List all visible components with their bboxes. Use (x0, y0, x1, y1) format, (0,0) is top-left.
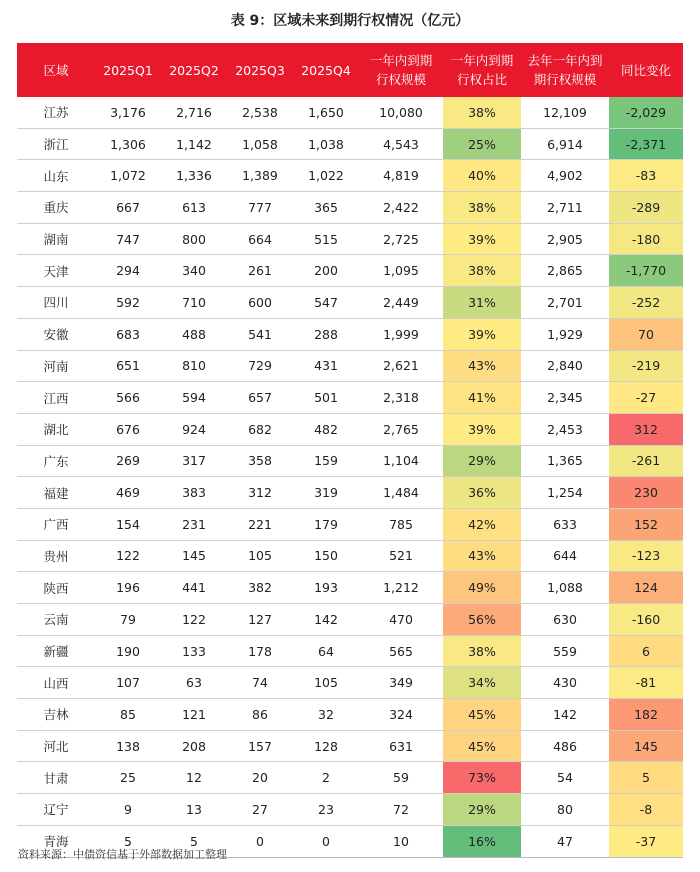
cell-q2: 122 (161, 604, 227, 636)
cell-scale: 1,212 (359, 572, 443, 604)
cell-q4: 431 (293, 350, 359, 382)
cell-change: 312 (609, 413, 683, 445)
cell-region: 贵州 (17, 540, 95, 572)
cell-q3: 74 (227, 667, 293, 699)
cell-q1: 25 (95, 762, 161, 794)
cell-q2: 2,716 (161, 97, 227, 128)
table-row (17, 255, 683, 287)
cell-scale: 72 (359, 794, 443, 826)
cell-scale: 1,104 (359, 445, 443, 477)
cell-q2: 383 (161, 477, 227, 509)
cell-q1: 3,176 (95, 97, 161, 128)
cell-scale: 2,725 (359, 223, 443, 255)
cell-change: -8 (609, 794, 683, 826)
cell-last: 630 (521, 604, 609, 636)
cell-ratio: 39% (443, 318, 521, 350)
cell-q1: 5 (95, 825, 161, 857)
cell-ratio: 73% (443, 762, 521, 794)
cell-q4: 319 (293, 477, 359, 509)
cell-region: 天津 (17, 255, 95, 287)
table-row (17, 382, 683, 414)
cell-q1: 469 (95, 477, 161, 509)
cell-ratio: 25% (443, 128, 521, 160)
cell-ratio: 49% (443, 572, 521, 604)
cell-ratio: 29% (443, 445, 521, 477)
source-note: 资料来源：中债资信基于外部数据加工整理 (18, 848, 227, 861)
cell-scale: 1,484 (359, 477, 443, 509)
cell-last: 4,902 (521, 160, 609, 192)
cell-scale: 470 (359, 604, 443, 636)
header-row (17, 43, 683, 97)
cell-last: 2,701 (521, 287, 609, 319)
table-row (17, 794, 683, 826)
cell-q1: 592 (95, 287, 161, 319)
column-header: 2025Q1 (95, 43, 161, 97)
cell-scale: 10,080 (359, 97, 443, 128)
table-row (17, 413, 683, 445)
cell-q3: 27 (227, 794, 293, 826)
cell-q3: 777 (227, 192, 293, 224)
cell-scale: 631 (359, 730, 443, 762)
cell-q1: 651 (95, 350, 161, 382)
cell-region: 辽宁 (17, 794, 95, 826)
cell-last: 12,109 (521, 97, 609, 128)
cell-q3: 1,058 (227, 128, 293, 160)
cell-q2: 1,142 (161, 128, 227, 160)
cell-scale: 10 (359, 825, 443, 857)
cell-q1: 1,072 (95, 160, 161, 192)
column-header: 2025Q2 (161, 43, 227, 97)
cell-q1: 122 (95, 540, 161, 572)
cell-scale: 2,422 (359, 192, 443, 224)
cell-change: -81 (609, 667, 683, 699)
cell-last: 2,345 (521, 382, 609, 414)
cell-q4: 482 (293, 413, 359, 445)
table-row (17, 192, 683, 224)
cell-q2: 594 (161, 382, 227, 414)
cell-q4: 32 (293, 699, 359, 731)
cell-change: -27 (609, 382, 683, 414)
cell-last: 2,905 (521, 223, 609, 255)
cell-q4: 159 (293, 445, 359, 477)
cell-change: -261 (609, 445, 683, 477)
maturity-table (17, 43, 683, 858)
column-header: 一年内到期 行权占比 (443, 43, 521, 97)
cell-q4: 0 (293, 825, 359, 857)
cell-q1: 79 (95, 604, 161, 636)
table-row (17, 762, 683, 794)
cell-last: 486 (521, 730, 609, 762)
cell-scale: 59 (359, 762, 443, 794)
cell-scale: 785 (359, 508, 443, 540)
cell-q4: 64 (293, 635, 359, 667)
cell-q4: 501 (293, 382, 359, 414)
cell-ratio: 39% (443, 413, 521, 445)
cell-q2: 133 (161, 635, 227, 667)
cell-q2: 12 (161, 762, 227, 794)
table-row (17, 223, 683, 255)
cell-q3: 541 (227, 318, 293, 350)
cell-last: 430 (521, 667, 609, 699)
cell-q3: 600 (227, 287, 293, 319)
cell-q1: 9 (95, 794, 161, 826)
cell-region: 山东 (17, 160, 95, 192)
cell-ratio: 38% (443, 192, 521, 224)
cell-change: -1,770 (609, 255, 683, 287)
cell-last: 47 (521, 825, 609, 857)
cell-q1: 269 (95, 445, 161, 477)
cell-q4: 515 (293, 223, 359, 255)
cell-q3: 221 (227, 508, 293, 540)
cell-q2: 924 (161, 413, 227, 445)
cell-q3: 86 (227, 699, 293, 731)
cell-change: -180 (609, 223, 683, 255)
cell-q3: 178 (227, 635, 293, 667)
cell-q4: 1,650 (293, 97, 359, 128)
cell-ratio: 43% (443, 540, 521, 572)
cell-q2: 1,336 (161, 160, 227, 192)
cell-region: 广西 (17, 508, 95, 540)
cell-q2: 340 (161, 255, 227, 287)
table-row (17, 699, 683, 731)
table-row (17, 667, 683, 699)
cell-last: 644 (521, 540, 609, 572)
cell-q2: 800 (161, 223, 227, 255)
cell-q3: 382 (227, 572, 293, 604)
cell-q1: 107 (95, 667, 161, 699)
table-row (17, 287, 683, 319)
cell-q4: 142 (293, 604, 359, 636)
cell-q3: 664 (227, 223, 293, 255)
cell-q1: 154 (95, 508, 161, 540)
cell-region: 云南 (17, 604, 95, 636)
cell-q1: 85 (95, 699, 161, 731)
table-row (17, 350, 683, 382)
table-body (17, 97, 683, 857)
cell-change: -83 (609, 160, 683, 192)
cell-q1: 138 (95, 730, 161, 762)
cell-q2: 488 (161, 318, 227, 350)
cell-q4: 193 (293, 572, 359, 604)
cell-scale: 324 (359, 699, 443, 731)
cell-q2: 231 (161, 508, 227, 540)
cell-q2: 317 (161, 445, 227, 477)
column-header: 2025Q3 (227, 43, 293, 97)
cell-q2: 145 (161, 540, 227, 572)
cell-ratio: 39% (443, 223, 521, 255)
cell-region: 广东 (17, 445, 95, 477)
cell-region: 吉林 (17, 699, 95, 731)
cell-last: 54 (521, 762, 609, 794)
cell-region: 陕西 (17, 572, 95, 604)
cell-scale: 2,621 (359, 350, 443, 382)
cell-change: -2,029 (609, 97, 683, 128)
cell-change: -252 (609, 287, 683, 319)
cell-q4: 128 (293, 730, 359, 762)
table-row (17, 635, 683, 667)
cell-scale: 4,543 (359, 128, 443, 160)
cell-change: -123 (609, 540, 683, 572)
cell-ratio: 56% (443, 604, 521, 636)
cell-q4: 2 (293, 762, 359, 794)
cell-change: 230 (609, 477, 683, 509)
cell-scale: 521 (359, 540, 443, 572)
cell-scale: 2,765 (359, 413, 443, 445)
cell-region: 安徽 (17, 318, 95, 350)
cell-last: 1,088 (521, 572, 609, 604)
cell-q4: 1,022 (293, 160, 359, 192)
cell-region: 浙江 (17, 128, 95, 160)
cell-scale: 4,819 (359, 160, 443, 192)
cell-ratio: 34% (443, 667, 521, 699)
table-row (17, 445, 683, 477)
cell-q4: 1,038 (293, 128, 359, 160)
cell-ratio: 40% (443, 160, 521, 192)
table-row (17, 730, 683, 762)
cell-ratio: 38% (443, 255, 521, 287)
cell-region: 河北 (17, 730, 95, 762)
cell-q3: 0 (227, 825, 293, 857)
cell-last: 2,711 (521, 192, 609, 224)
cell-q3: 261 (227, 255, 293, 287)
cell-region: 湖北 (17, 413, 95, 445)
cell-region: 福建 (17, 477, 95, 509)
cell-ratio: 42% (443, 508, 521, 540)
cell-q3: 2,538 (227, 97, 293, 128)
cell-ratio: 38% (443, 635, 521, 667)
cell-change: 5 (609, 762, 683, 794)
cell-region: 江西 (17, 382, 95, 414)
cell-ratio: 31% (443, 287, 521, 319)
cell-q3: 157 (227, 730, 293, 762)
cell-ratio: 45% (443, 699, 521, 731)
cell-q3: 105 (227, 540, 293, 572)
table-row (17, 572, 683, 604)
table-row (17, 477, 683, 509)
cell-q3: 358 (227, 445, 293, 477)
cell-scale: 2,318 (359, 382, 443, 414)
cell-change: -37 (609, 825, 683, 857)
cell-region: 新疆 (17, 635, 95, 667)
cell-ratio: 45% (443, 730, 521, 762)
cell-q4: 200 (293, 255, 359, 287)
cell-region: 重庆 (17, 192, 95, 224)
cell-change: -2,371 (609, 128, 683, 160)
cell-last: 80 (521, 794, 609, 826)
cell-q1: 190 (95, 635, 161, 667)
cell-q3: 729 (227, 350, 293, 382)
table-row (17, 508, 683, 540)
cell-q4: 179 (293, 508, 359, 540)
cell-q1: 667 (95, 192, 161, 224)
cell-q4: 288 (293, 318, 359, 350)
cell-q2: 121 (161, 699, 227, 731)
table-row (17, 318, 683, 350)
cell-change: -219 (609, 350, 683, 382)
cell-scale: 1,999 (359, 318, 443, 350)
column-header: 一年内到期 行权规模 (359, 43, 443, 97)
cell-q2: 613 (161, 192, 227, 224)
cell-change: 124 (609, 572, 683, 604)
cell-scale: 2,449 (359, 287, 443, 319)
cell-q3: 657 (227, 382, 293, 414)
cell-q2: 208 (161, 730, 227, 762)
cell-q2: 441 (161, 572, 227, 604)
cell-last: 2,865 (521, 255, 609, 287)
cell-q4: 23 (293, 794, 359, 826)
column-header: 区域 (17, 43, 95, 97)
table-title: 表 9：区域未来到期行权情况（亿元） (230, 13, 470, 29)
cell-change: -160 (609, 604, 683, 636)
cell-last: 1,254 (521, 477, 609, 509)
column-header: 2025Q4 (293, 43, 359, 97)
cell-q4: 150 (293, 540, 359, 572)
cell-last: 6,914 (521, 128, 609, 160)
cell-scale: 565 (359, 635, 443, 667)
cell-region: 山西 (17, 667, 95, 699)
cell-scale: 349 (359, 667, 443, 699)
cell-q3: 312 (227, 477, 293, 509)
cell-q1: 683 (95, 318, 161, 350)
cell-q1: 196 (95, 572, 161, 604)
cell-q3: 682 (227, 413, 293, 445)
cell-change: 152 (609, 508, 683, 540)
table-row (17, 160, 683, 192)
cell-q3: 20 (227, 762, 293, 794)
cell-change: 70 (609, 318, 683, 350)
cell-region: 四川 (17, 287, 95, 319)
cell-region: 河南 (17, 350, 95, 382)
cell-ratio: 36% (443, 477, 521, 509)
cell-region: 甘肃 (17, 762, 95, 794)
cell-change: 145 (609, 730, 683, 762)
cell-last: 2,840 (521, 350, 609, 382)
cell-q1: 676 (95, 413, 161, 445)
cell-q2: 5 (161, 825, 227, 857)
cell-ratio: 38% (443, 97, 521, 128)
cell-ratio: 16% (443, 825, 521, 857)
cell-q4: 547 (293, 287, 359, 319)
cell-region: 江苏 (17, 97, 95, 128)
column-header: 去年一年内到 期行权规模 (521, 43, 609, 97)
cell-ratio: 41% (443, 382, 521, 414)
cell-last: 1,929 (521, 318, 609, 350)
cell-q4: 365 (293, 192, 359, 224)
cell-q3: 1,389 (227, 160, 293, 192)
table-row (17, 128, 683, 160)
cell-last: 1,365 (521, 445, 609, 477)
cell-last: 633 (521, 508, 609, 540)
cell-q2: 63 (161, 667, 227, 699)
cell-q3: 127 (227, 604, 293, 636)
cell-change: 6 (609, 635, 683, 667)
cell-ratio: 43% (443, 350, 521, 382)
cell-region: 青海 (17, 825, 95, 857)
cell-q1: 747 (95, 223, 161, 255)
cell-last: 2,453 (521, 413, 609, 445)
cell-last: 142 (521, 699, 609, 731)
cell-ratio: 29% (443, 794, 521, 826)
cell-q1: 294 (95, 255, 161, 287)
cell-q1: 566 (95, 382, 161, 414)
cell-scale: 1,095 (359, 255, 443, 287)
cell-q2: 810 (161, 350, 227, 382)
cell-change: -289 (609, 192, 683, 224)
cell-q2: 13 (161, 794, 227, 826)
table-row (17, 540, 683, 572)
cell-q1: 1,306 (95, 128, 161, 160)
cell-q2: 710 (161, 287, 227, 319)
cell-change: 182 (609, 699, 683, 731)
table-row (17, 97, 683, 128)
cell-q4: 105 (293, 667, 359, 699)
column-header: 同比变化 (609, 43, 683, 97)
cell-region: 湖南 (17, 223, 95, 255)
table-row (17, 604, 683, 636)
cell-last: 559 (521, 635, 609, 667)
